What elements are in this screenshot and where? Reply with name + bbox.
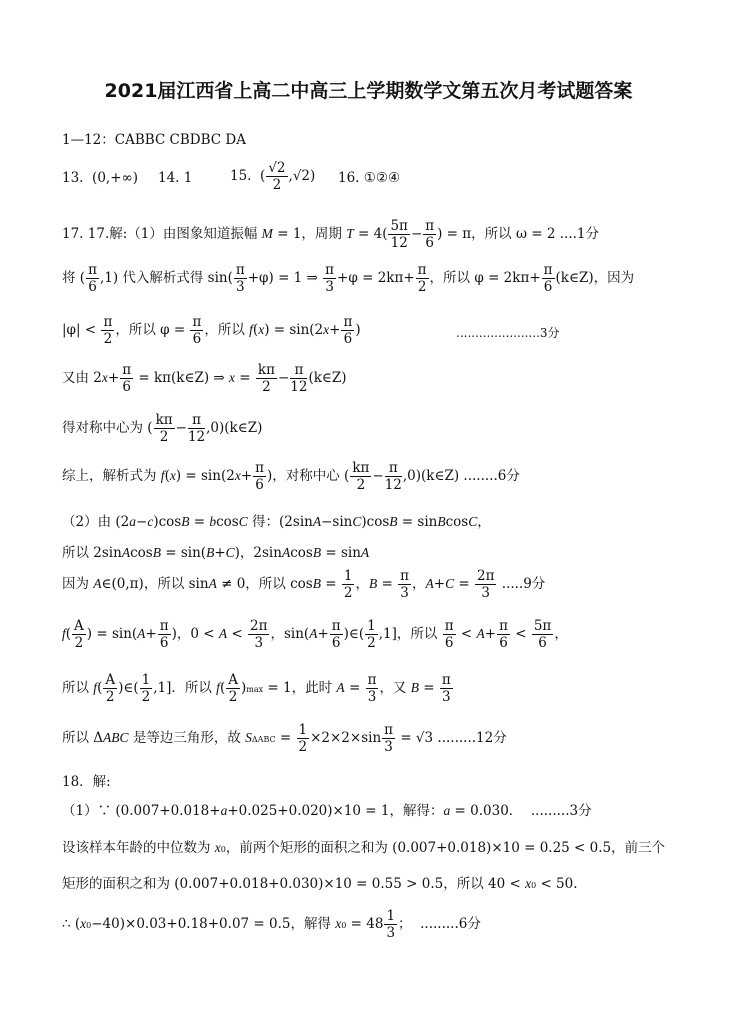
page-title: 2021届江西省上高二中高三上学期数学文第五次月考试题答案 xyxy=(104,80,633,102)
q17-line-4: 又由 2x+ $\frac{\pi}{6}$ = kπ(k∈Z) ⇒ x = $\frac{k\pi}{2}$ − $\frac{\pi}{12}$ (k∈Z) xyxy=(62,362,347,395)
q17-line-1: 17. 17.解:（1）由图象知道振幅 M = 1，周期 T = 4( $\frac{5\pi}{12}$ − $\frac{\pi}{6}$ ) = π，所以 ω = 2 ....1分 xyxy=(62,218,599,251)
mc-answers-text: 1—12：CABBC CBDBC DA xyxy=(62,132,246,148)
answer-15: 15. ( $\frac{√2}{2}$ ,√2) xyxy=(230,160,316,193)
q18-line-1: （1）∵ (0.007+0.018+a+0.025+0.020)×10 = 1，解得：a = 0.030． .........3分 xyxy=(62,803,592,819)
q17-line-5: 得对称中心为 ( $\frac{k\pi}{2}$ − $\frac{\pi}{12}$ ,0)(k∈Z) xyxy=(62,412,263,445)
q17-line-7: （2）由 (2a−c)cosB = bcosC 得：(2sinA−sinC)cosB = sinBcosC， xyxy=(62,514,491,530)
mc-answers xyxy=(62,128,246,148)
q17-line-2: 将 ( $\frac{\pi}{6}$ ,1) 代入解析式得 sin( $\frac{\pi}{3}$ +φ) = 1 ⇒ $\frac{\pi}{3}$ +φ = 2kπ+ $\frac{\pi}{2}$ ，所以 φ = 2kπ+ $\frac{\pi}{6}$ (k∈Z)，因为 xyxy=(62,262,635,295)
q17-line-6: 综上，解析式为 f(x) = sin(2x+ $\frac{\pi}{6}$ )，对称中心 ( $\frac{k\pi}{2}$ − $\frac{\pi}{12}$ ,0)(k∈Z) ........6分 xyxy=(62,460,520,493)
q17-line-3: |φ| < $\frac{\pi}{2}$ ，所以 φ = $\frac{\pi}{6}$ ，所以 f(x) = sin(2x+ $\frac{\pi}{6}$ ) ......................3分 xyxy=(62,314,560,347)
answer-13: 13. (0,+∞) xyxy=(62,170,139,186)
answer-14: 14. 1 xyxy=(158,170,193,186)
q18-head xyxy=(62,770,111,790)
q17-line-8: 所以 2sinAcosB = sin(B+C)，2sinAcosB = sinA xyxy=(62,545,370,561)
q18-head-text: 18．解: xyxy=(62,774,111,790)
q17-line-11: 所以 f( $\frac{A}{2}$ )∈( $\frac{1}{2}$ ,1]．所以 f( $\frac{A}{2}$ )max = 1，此时 A = $\frac{\pi}{3}$ ，又 B = $\frac{\pi}{3}$ xyxy=(62,672,451,705)
q17-line-12: 所以 ΔABC 是等边三角形，故 SΔABC = $\frac{1}{2}$ ×2×2×sin $\frac{\pi}{3}$ = √3 .........12分 xyxy=(62,722,507,755)
q18-line-4: ∴ (x0−40)×0.03+0.18+0.07 = 0.5，解得 x0 = 48 $\frac{1}{3}$ ； .........6分 xyxy=(62,908,481,941)
q17-line-9: 因为 A∈(0,π)，所以 sinA ≠ 0，所以 cosB = $\frac{1}{2}$ ，B = $\frac{\pi}{3}$ ，A+C = $\frac{2\pi}{3}$ .....9分 xyxy=(62,568,546,601)
q18-line-3: 矩形的面积之和为 (0.007+0.018+0.030)×10 = 0.55 > 0.5，所以 40 < x0 < 50. xyxy=(62,876,578,892)
answer-16: 16. ①②④ xyxy=(338,170,401,186)
q18-line-2: 设该样本年龄的中位数为 x0，前两个矩形的面积之和为 (0.007+0.018)×10 = 0.25 < 0.5，前三个 xyxy=(62,840,666,856)
q17-line-10: f( $\frac{A}{2}$ ) = sin(A+ $\frac{\pi}{6}$ )，0 < A < $\frac{2\pi}{3}$ ，sin(A+ $\frac{\pi}{6}$ )∈( $\frac{1}{2}$ ,1]，所以 $\frac{\pi}{6}$ < A+ $\frac{\pi}{6}$ < $\frac{5\pi}{6}$ ， xyxy=(62,618,568,651)
fill-answers xyxy=(62,160,662,200)
